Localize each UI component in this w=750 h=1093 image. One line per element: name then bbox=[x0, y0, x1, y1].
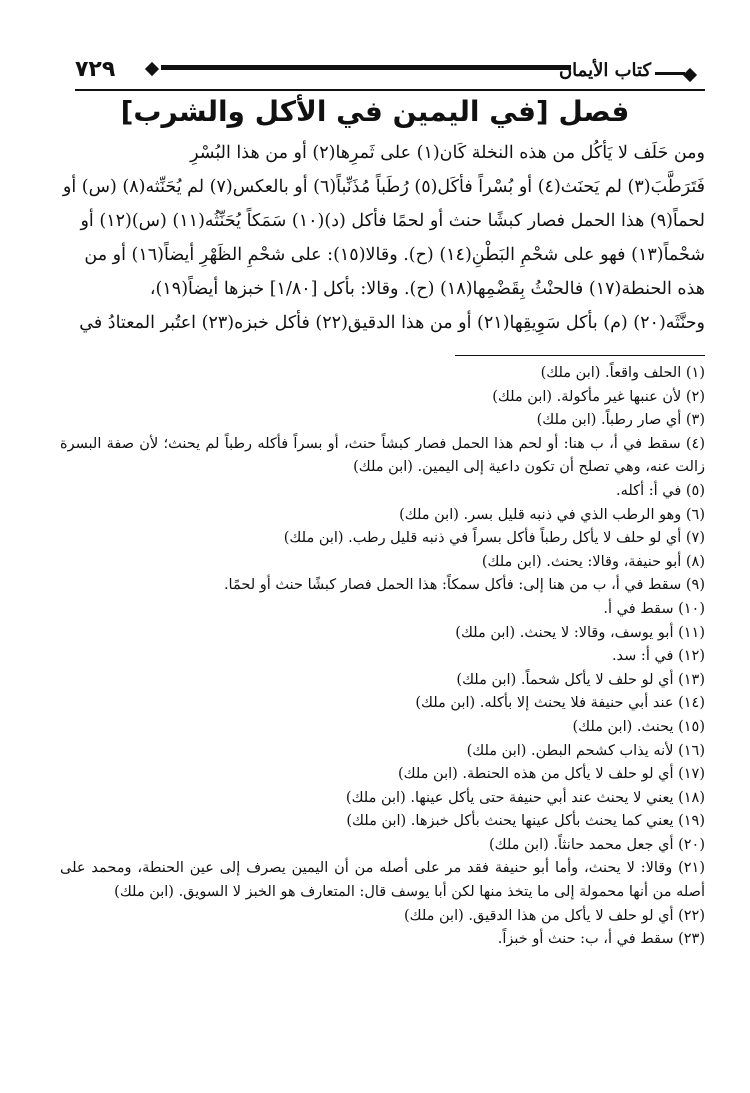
footnote: (١) الحلف واقعاً. (ابن ملك) bbox=[540, 365, 705, 381]
footnote-separator bbox=[455, 355, 705, 356]
footnote: (١٩) يعني كما يحنث بأكل عينها يحنث بأكل خبزها. (ابن ملك) bbox=[346, 813, 705, 830]
footnote: (٢٠) أي جعل محمد حانثاً. (ابن ملك) bbox=[488, 836, 705, 853]
diamond-ornament-left bbox=[145, 62, 159, 76]
footnote: (١٠) سقط في أ. bbox=[603, 600, 705, 617]
book-title: كتاب الأيمان bbox=[558, 60, 652, 81]
footnote: (٢) لأن عنبها غير مأكولة. (ابن ملك) bbox=[492, 388, 705, 405]
main-text bbox=[62, 136, 705, 340]
footnote: (١٢) في أ: سد. bbox=[611, 648, 705, 665]
footnote: (٧) أي لو حلف لا يأكل رطباً فأكل بسراً في ذنبه قليل رطب. (ابن ملك) bbox=[283, 530, 705, 547]
footnote: (١٦) لأنه يذاب كشحم البطن. (ابن ملك) bbox=[466, 742, 705, 759]
footnote: (١٤) عند أبي حنيفة فلا يحنث إلا بأكله. (ابن ملك) bbox=[415, 695, 705, 712]
diamond-ornament-right bbox=[683, 68, 697, 82]
footnote: (٢٢) أي لو حلف لا يأكل من هذا الدقيق. (ابن ملك) bbox=[403, 907, 705, 924]
text-line: ومن حَلَف لا يَأكُل من هذه النخلة كَان(١) على ثَمرِها(٢) أو من هذا البُسْرِ bbox=[190, 143, 705, 163]
footnote: (١٥) يحنث. (ابن ملك) bbox=[572, 718, 705, 735]
footnote: (٦) وهو الرطب الذي في ذنبه قليل بسر. (ابن ملك) bbox=[399, 506, 705, 523]
footnote: (١٨) يعني لا يحنث عند أبي حنيفة حتى يأكل عينها. (ابن ملك) bbox=[345, 789, 705, 806]
text-line: لحماً(٩) هذا الحمل فصار كبشًا حنث أو لحمًا فأكل (د)(١٠) سَمَكاً يُحَنِّثُه(١١) (س)(١٢) أو bbox=[80, 211, 705, 231]
text-line: فَتَرَطَّبَ(٣) لم يَحنَث(٤) أو بُسْراً فأكَل(٥) رُطَباً مُذَنِّباً(٦) أو بالعكس(٧) لم يُحَنِّثه(٨) (س) أو bbox=[62, 177, 705, 197]
footnote: (٨) أبو حنيفة، وقالا: يحنث. (ابن ملك) bbox=[481, 553, 705, 570]
footnote: (١٧) أي لو حلف لا يأكل من هذه الحنطة. (ابن ملك) bbox=[398, 766, 705, 783]
footnote: (٩) سقط في أ، ب من هنا إلى: فأكل سمكاً: هذا الحمل فصار كبشًا حنث أو لحمًا. bbox=[223, 577, 705, 594]
footnote: (٣) أي صار رطباً. (ابن ملك) bbox=[536, 412, 705, 429]
footnote: (٥) في أ: أكله. bbox=[616, 482, 705, 499]
header-rule bbox=[161, 65, 571, 70]
section-title: فصل [في اليمين في الأكل والشرب] bbox=[120, 95, 630, 128]
text-line: وحنَّثَه(٢٠) (م) بأكل سَوِيقِها(٢١) أو من هذا الدقيق(٢٢) فأكل خبزه(٢٣) اعتُبر المعتادُ في bbox=[79, 313, 705, 333]
footnote: (١١) أبو يوسف، وقالا: لا يحنث. (ابن ملك) bbox=[455, 624, 705, 641]
footnote: (٢٣) سقط في أ، ب: حنث أو خبزاً. bbox=[497, 931, 705, 948]
text-line: شحْماً(١٣) فهو على شحْمِ البَطْنِ(١٤) (ح). وقالا(١٥): على شحْمِ الظَهْرِ أيضاً(١٦) أو من bbox=[84, 245, 705, 265]
footnote: (٤) سقط في أ، ب هنا: أو لحم هذا الحمل فصار كبشاً حنث، أو بسراً فأكله رطباً لم يحنث؛ لأن صفة البسرة زالت عنه، وهي تصلح أن تكون داعية إلى اليمين. (ابن ملك) bbox=[60, 435, 705, 476]
footnote: (٢١) وقالا: لا يحنث، وأما أبو حنيفة فقد مر على أصله من أن اليمين يصرف إلى عين الحنطة، ومحمد على أصله من أنها محمولة إلى ما يتخذ منها لكن أبا يوسف قال: المتعارف هو الخبز لا السويق. (ابن ملك) bbox=[60, 860, 705, 901]
footnote: (١٣) أي لو حلف لا يأكل شحماً. (ابن ملك) bbox=[456, 671, 705, 688]
header-underline bbox=[75, 89, 705, 91]
text-line: هذه الحنطة(١٧) فالحنْثُ بِقَضْمِها(١٨) (ح). وقالا: بأكل [١/٨٠] خبزها أيضاً(١٩)، bbox=[149, 279, 705, 299]
running-header bbox=[75, 52, 705, 92]
header-rule-tail bbox=[655, 72, 685, 75]
page-number: ٧٢٩ bbox=[75, 57, 116, 82]
footnotes bbox=[60, 362, 705, 952]
